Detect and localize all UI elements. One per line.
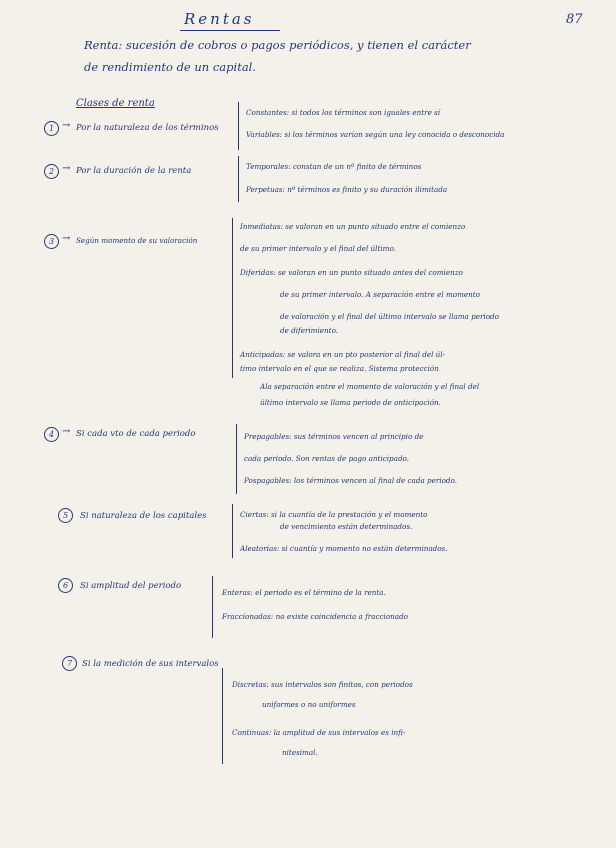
section-3-line-1: Inmediatas: se valoran en un punto situado entre el comienzo	[240, 222, 466, 231]
arrow-icon: →	[62, 426, 71, 437]
section-4-bracket	[236, 424, 237, 494]
section-3-criterion: Según momento de su valoración	[76, 236, 198, 245]
section-7-line-3: Continuas: la amplitud de sus intervalos es infi-	[232, 728, 406, 737]
section-6-criterion: Si amplitud del periodo	[80, 581, 182, 591]
arrow-icon: →	[62, 120, 71, 131]
section-5-item-1: Ciertas: si la cuantía de la prestación y el momento	[240, 510, 428, 519]
section-3-line-9: Ala separación entre el momento de valoración y el final del	[260, 382, 480, 391]
section-3-line-6: de diferimiento.	[280, 326, 339, 335]
section-1-number: 1	[44, 121, 59, 136]
classification-heading: Clases de renta	[76, 98, 155, 109]
section-6-item-2: Fraccionadas: no existe coincidencia a fraccionado	[222, 612, 408, 621]
section-3-line-8: timo intervalo en el que se realiza. Sistema protección	[240, 364, 439, 373]
section-3-line-10: último intervalo se llama periodo de anticipación.	[260, 398, 441, 407]
arrow-icon: →	[62, 163, 71, 174]
page-title: Rentas	[184, 10, 255, 28]
section-1-item-2: Variables: si los términos varían según una ley conocida o desconocida	[246, 130, 505, 139]
section-2-item-1: Temporales: constan de un nº finito de términos	[246, 162, 422, 171]
section-1-bracket	[238, 102, 239, 150]
section-3-line-3: Diferidas: se valoran en un punto situado antes del comienzo	[240, 268, 463, 277]
section-2-number: 2	[44, 164, 59, 179]
section-6-item-1: Enteras: el periodo es el término de la renta.	[222, 588, 386, 597]
section-1-criterion: Por la naturaleza de los términos	[76, 123, 219, 133]
section-6-number: 6	[58, 578, 73, 593]
section-3-number: 3	[44, 234, 59, 249]
section-4-item-3: Pospagables: los términos vencen al final de cada periodo.	[244, 476, 458, 485]
definition-line-2: de rendimiento de un capital.	[84, 60, 257, 74]
section-3-line-7: Anticipadas: se valora en un pto posterior al final del úl-	[240, 350, 446, 359]
section-5-number: 5	[58, 508, 73, 523]
section-6-bracket	[212, 576, 213, 638]
section-7-criterion: Si la medición de sus intervalos	[82, 659, 219, 669]
section-4-item-2: cada periodo. Son rentas de pago anticipado.	[244, 454, 410, 463]
section-7-number: 7	[62, 656, 77, 671]
section-2-bracket	[238, 156, 239, 202]
section-4-item-1: Prepagables: sus términos vencen al principio de	[244, 432, 424, 441]
section-3-line-4: de su primer intervalo. A separación entre el momento	[280, 290, 481, 299]
section-4-criterion: Si cada vto de cada periodo	[76, 429, 196, 439]
section-5-bracket	[232, 504, 233, 558]
arrow-icon: →	[62, 233, 71, 244]
section-3-bracket	[232, 218, 233, 378]
title-underline	[180, 30, 280, 31]
section-3-line-2: de su primer intervalo y el final del último.	[240, 244, 396, 253]
page-number: 87	[566, 12, 583, 27]
section-7-line-4: nitesimal.	[282, 748, 318, 757]
section-7-line-1: Discretas: sus intervalos son finitos, con periodos	[232, 680, 413, 689]
definition-line-1: Renta: sucesión de cobros o pagos periódicos, y tienen el carácter	[84, 38, 471, 52]
section-7-bracket	[222, 668, 223, 764]
section-3-line-5: de valoración y el final del último intervalo se llama periodo	[280, 312, 499, 321]
section-4-number: 4	[44, 427, 59, 442]
section-5-item-3: Aleatorias: si cuantía y momento no están determinados.	[240, 544, 448, 553]
section-7-line-2: uniformes o no uniformes	[262, 700, 356, 709]
section-2-item-2: Perpetuas: nº términos es finito y su duración ilimitada	[246, 185, 448, 194]
section-1-item-1: Constantes: si todos los términos son iguales entre sí	[246, 108, 441, 117]
section-5-item-2: de vencimiento están determinados.	[280, 522, 413, 531]
section-5-criterion: Si naturaleza de los capitales	[80, 511, 207, 521]
section-2-criterion: Por la duración de la renta	[76, 166, 192, 176]
